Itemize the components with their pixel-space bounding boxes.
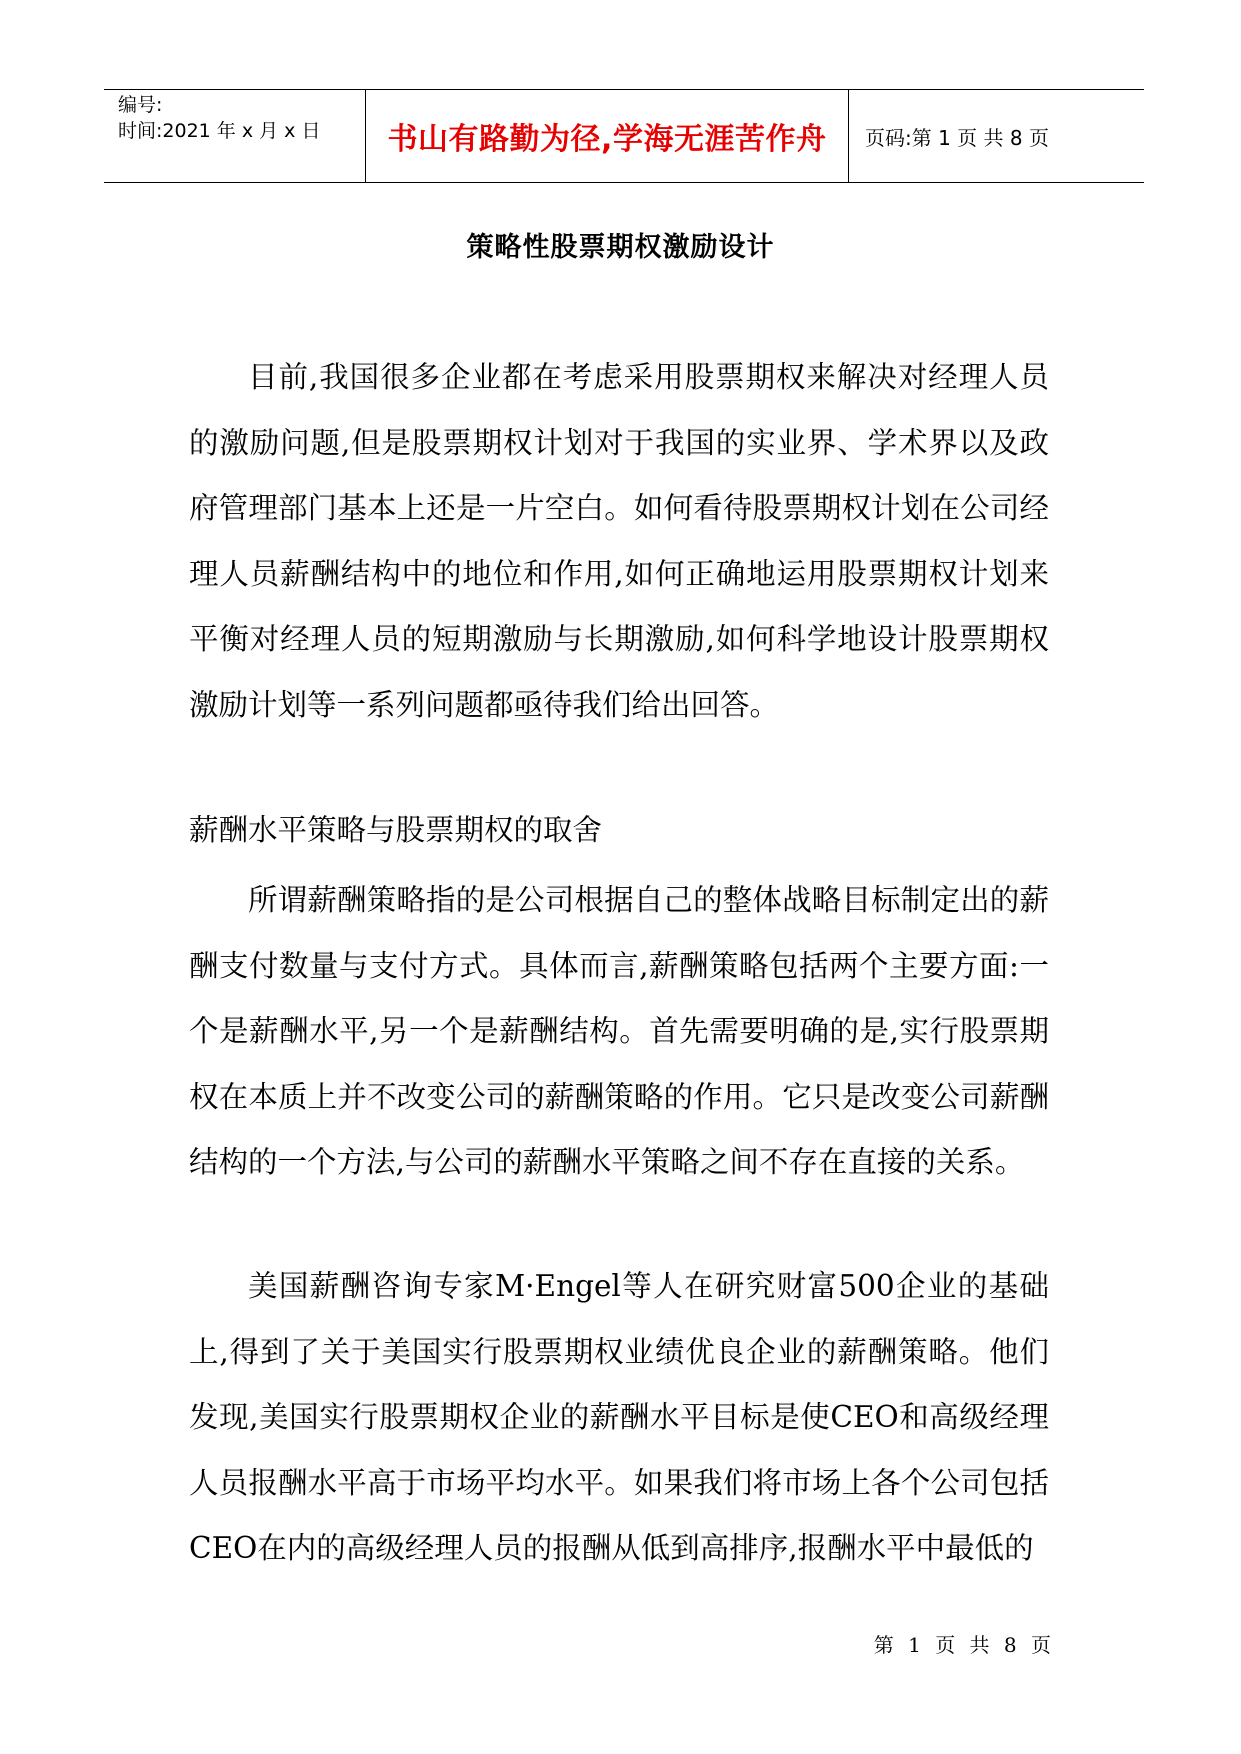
- document-number-label: 编号:: [118, 94, 163, 116]
- header-page-label: 页码:第 1 页 共 8 页: [865, 125, 1049, 150]
- section-body-1: [189, 868, 1049, 1196]
- section-paragraph: 所谓薪酬策略指的是公司根据自己的整体战略目标制定出的薪酬支付数量与支付方式。具体而言,薪酬策略包括两个主要方面:一个是薪酬水平,另一个是薪酬结构。首先需要明确的是,实行股票期权在本质上并不改变公司的薪酬策略的作用。它只是改变公司薪酬结构的一个方法,与公司的薪酬水平策略之间不存在直接的关系。: [189, 883, 1049, 1179]
- header-meta-cell: [104, 90, 366, 182]
- document-title: 策略性股票期权激励设计: [466, 232, 775, 263]
- intro-section: [189, 345, 1049, 738]
- document-header: [104, 89, 1144, 183]
- section-body-2: [189, 1254, 1049, 1582]
- header-motto: 书山有路勤为径,学海无涯苦作舟: [366, 90, 849, 182]
- page-footer: 第 1 页 共 8 页: [873, 1633, 1055, 1657]
- section-heading: 薪酬水平策略与股票期权的取舍: [189, 813, 603, 847]
- document-time-label: 时间:2021 年 x 月 x 日: [118, 120, 321, 142]
- intro-paragraph: 目前,我国很多企业都在考虑采用股票期权来解决对经理人员的激励问题,但是股票期权计划对于我国的实业界、学术界以及政府管理部门基本上还是一片空白。如何看待股票期权计划在公司经理人员薪酬结构中的地位和作用,如何正确地运用股票期权计划来平衡对经理人员的短期激励与长期激励,如何科学地设计股票期权激励计划等一系列问题都亟待我们给出回答。: [189, 360, 1049, 722]
- section-paragraph: 美国薪酬咨询专家M·Engel等人在研究财富500企业的基础上,得到了关于美国实行股票期权业绩优良企业的薪酬策略。他们发现,美国实行股票期权企业的薪酬水平目标是使CEO和高级经理人员报酬水平高于市场平均水平。如果我们将市场上各个公司包括CEO在内的高级经理人员的报酬从低到高排序,报酬水平中最低的: [189, 1269, 1049, 1565]
